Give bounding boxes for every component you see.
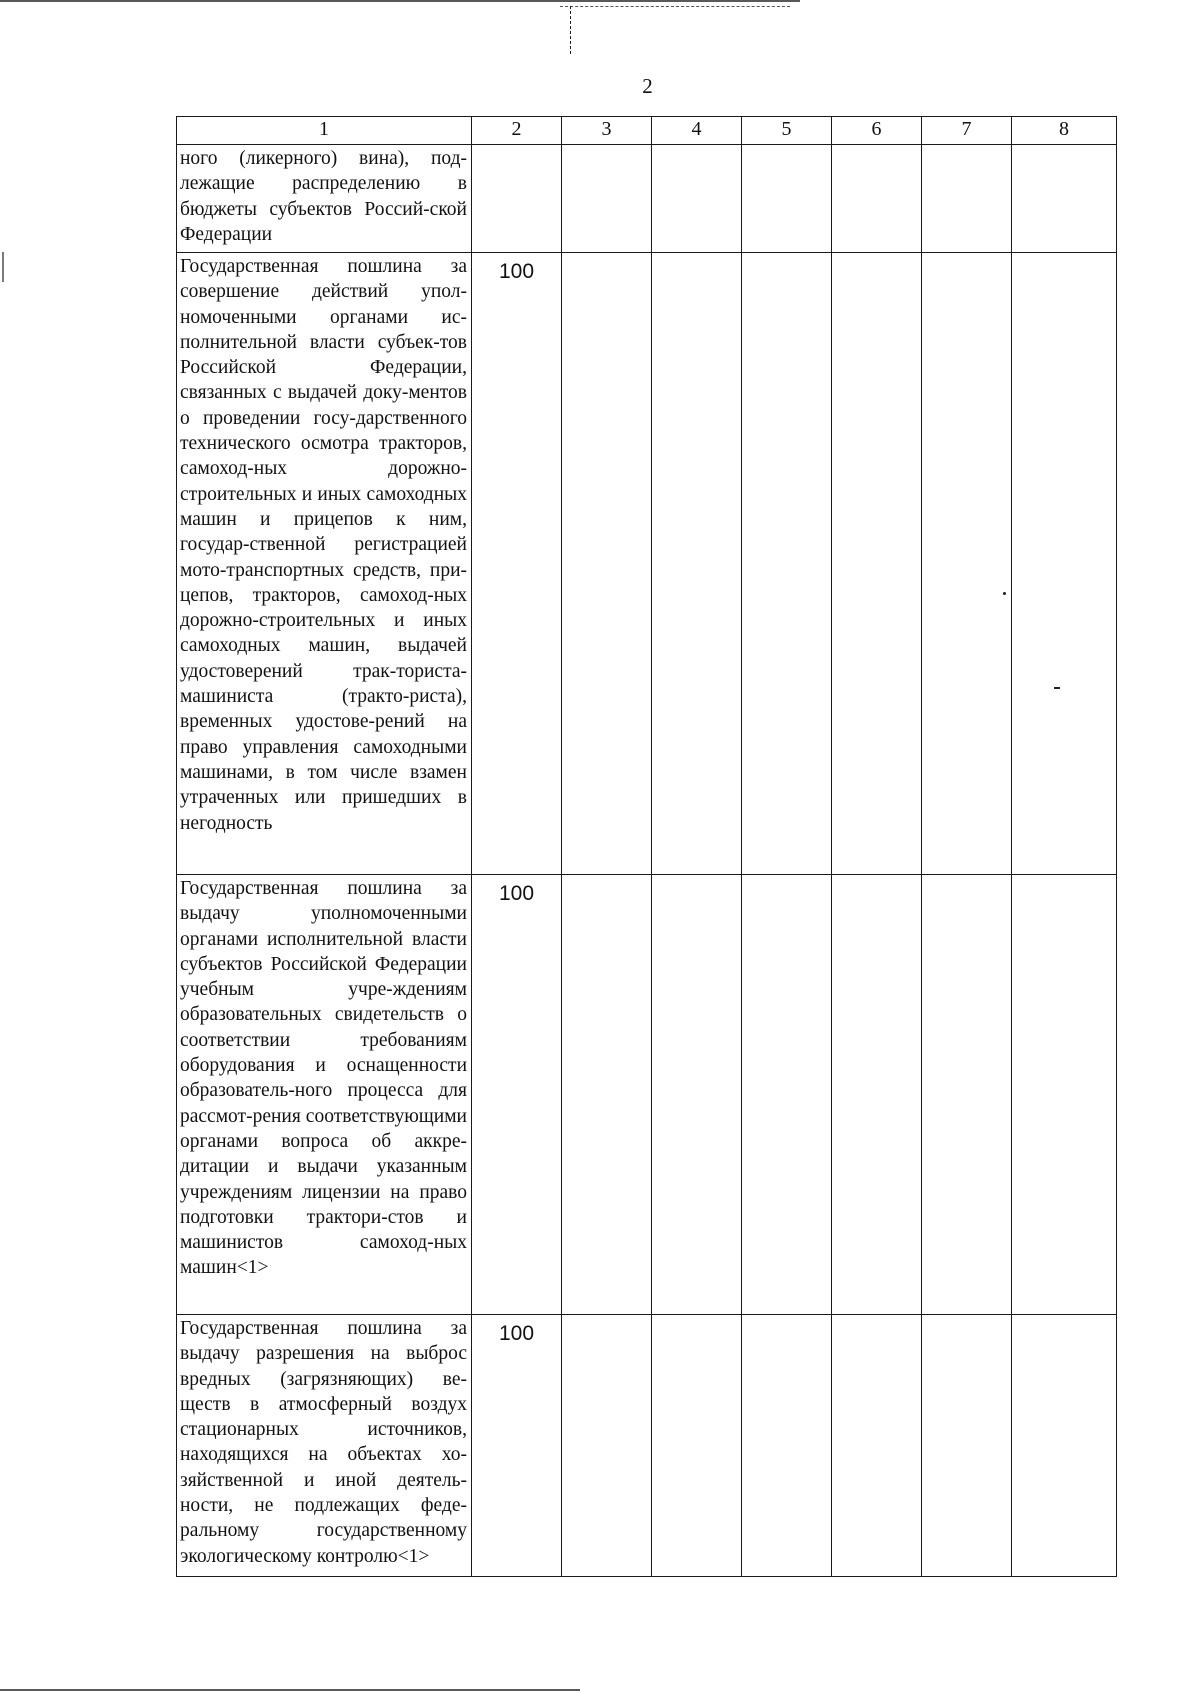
- empty-cell: [742, 875, 832, 1315]
- empty-cell: [562, 145, 652, 253]
- table-header-row: [177, 117, 1117, 145]
- row-description: Государственная пошлина за совершение действий упол-номоченными органами ис-полнительной власти субъек-тов Российской Федерации, связанных с выдачей доку-ментов о проведении госу-дарственного технического осмотра тракторов, самоход-ных дорожно-строительных и иных самоходных машин и прицепов к ним, государ-ственной регистрацией мото-транспортных средств, при-цепов, тракторов, самоход-ных дорожно-строительных и иных самоходных машин, выдачей удостоверений трак-ториста-машиниста (тракто-риста), временных удостове-рений на право управления самоходными машинами, в том числе взамен утраченных или пришедших в негодность: [177, 253, 472, 875]
- column-header: 5: [742, 117, 832, 145]
- empty-cell: [742, 253, 832, 875]
- row-value: 100: [472, 253, 562, 875]
- empty-cell: [922, 253, 1012, 875]
- empty-cell: [742, 1315, 832, 1577]
- row-value: 100: [472, 1315, 562, 1577]
- empty-cell: [832, 1315, 922, 1577]
- empty-cell: [562, 1315, 652, 1577]
- empty-cell: [832, 253, 922, 875]
- empty-cell: [832, 145, 922, 253]
- table-row: [177, 145, 1117, 253]
- empty-cell: [562, 875, 652, 1315]
- empty-cell: [922, 1315, 1012, 1577]
- column-header: 4: [652, 117, 742, 145]
- scan-edge-left: [2, 252, 4, 282]
- column-header: 7: [922, 117, 1012, 145]
- row-description: ного (ликерного) вина), под-лежащие распределению в бюджеты субъектов Россий-ской Федерации: [177, 145, 472, 253]
- empty-cell: [1012, 1315, 1117, 1577]
- scan-edge-top: [0, 0, 800, 2]
- scan-edge-bottom: [0, 1689, 580, 1691]
- empty-cell: [652, 875, 742, 1315]
- empty-cell: [832, 875, 922, 1315]
- empty-cell: [1012, 145, 1117, 253]
- column-header: 6: [832, 117, 922, 145]
- row-description: Государственная пошлина за выдачу уполномоченными органами исполнительной власти субъектов Российской Федерации учебным учре-ждениям образовательных свидетельств о соответствии требованиям оборудования и оснащенности образователь-ного процесса для рассмот-рения соответствующими органами вопроса об аккре-дитации и выдачи указанным учреждениям лицензии на право подготовки трактори-стов и машинистов самоход-ных машин<1>: [177, 875, 472, 1315]
- row-value: 100: [472, 875, 562, 1315]
- table-row: [177, 875, 1117, 1315]
- empty-cell: [922, 875, 1012, 1315]
- empty-cell: [1012, 875, 1117, 1315]
- row-value: [472, 145, 562, 253]
- revenue-distribution-table: [176, 116, 1117, 1577]
- empty-cell: [922, 145, 1012, 253]
- table-row: [177, 1315, 1117, 1577]
- page-number: 2: [642, 74, 653, 98]
- empty-cell: [652, 253, 742, 875]
- empty-cell: [652, 145, 742, 253]
- empty-cell: [742, 145, 832, 253]
- row-description: Государственная пошлина за выдачу разрешения на выброс вредных (загрязняющих) ве-ществ в атмосферный воздух стационарных источников, находящихся на объектах хо-зяйственной и иной деятель-ности, не подлежащих феде-ральному государственному экологическому контролю<1>: [177, 1315, 472, 1577]
- scan-dash-top: [560, 6, 790, 7]
- column-header: 8: [1012, 117, 1117, 145]
- table-row: [177, 253, 1117, 875]
- column-header: 2: [472, 117, 562, 145]
- empty-cell: [652, 1315, 742, 1577]
- empty-cell: [1012, 253, 1117, 875]
- scan-dash-vertical: [570, 6, 572, 54]
- empty-cell: [562, 253, 652, 875]
- column-header: 1: [177, 117, 472, 145]
- column-header: 3: [562, 117, 652, 145]
